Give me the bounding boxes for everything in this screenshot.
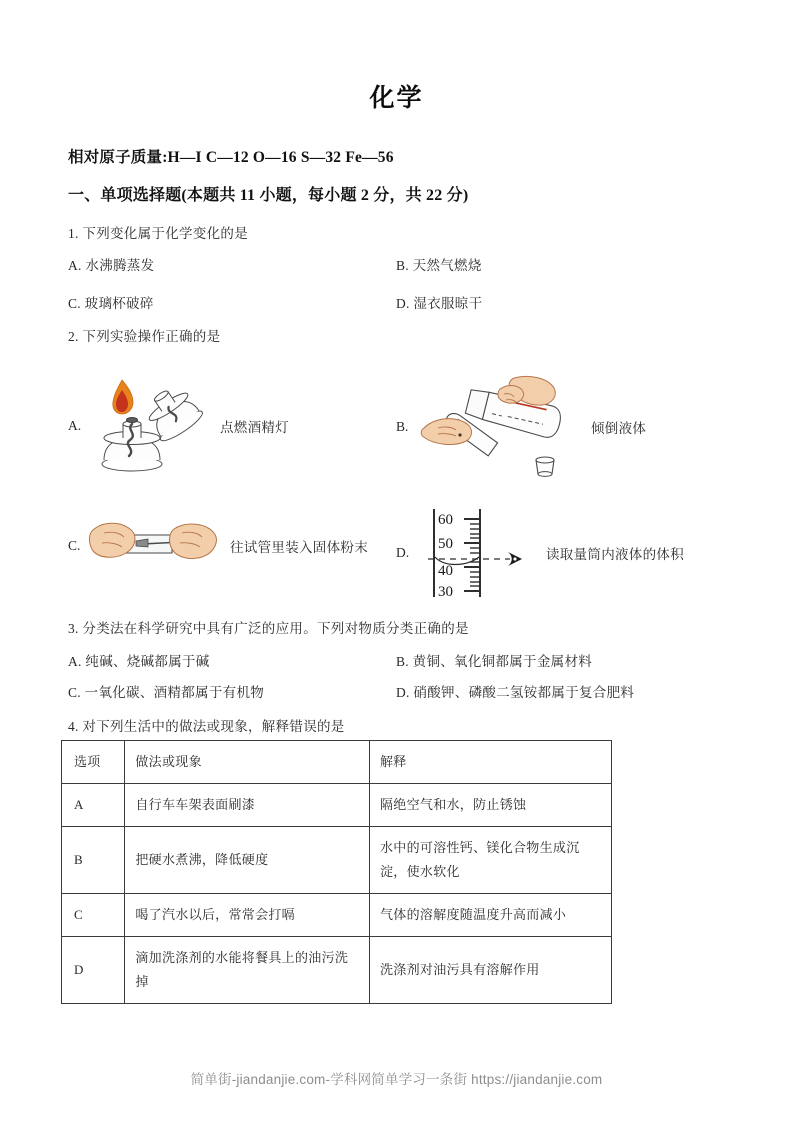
option-letter-b: B.: [396, 419, 409, 434]
question-2-option-b[interactable]: [396, 372, 646, 482]
table-cell-explain: 气体的溶解度随温度升高而减小: [370, 894, 612, 937]
table-cell-action: 喝了汽水以后，常常会打嗝: [125, 894, 370, 937]
table-header-row: [62, 741, 612, 784]
question-2-option-a[interactable]: [68, 372, 289, 480]
question-2-option-c[interactable]: [68, 515, 368, 577]
table-cell-explain: 水中的可溶性钙、镁化合物生成沉淀，使水软化: [370, 827, 612, 894]
hand-right-icon: [170, 524, 217, 559]
option-d-caption: 读取量筒内液体的体积: [546, 547, 684, 562]
table-row[interactable]: [62, 894, 612, 937]
page-title: 化学: [369, 85, 424, 112]
question-1-option-a[interactable]: A. 水沸腾蒸发: [68, 258, 155, 273]
question-3-option-c[interactable]: C. 一氧化碳、酒精都属于有机物: [68, 685, 265, 700]
table-cell-option: C: [62, 894, 125, 937]
table-cell-action: 把硬水煮沸，降低硬度: [125, 827, 370, 894]
flame-icon: [113, 380, 133, 414]
question-2-option-d[interactable]: [396, 505, 684, 601]
question-3-option-d[interactable]: D. 硝酸钾、磷酸二氢铵都属于复合肥料: [396, 685, 635, 700]
hand-left-icon: [421, 419, 471, 445]
table-header-action: 做法或现象: [125, 741, 370, 784]
question-2-stem: 2. 下列实验操作正确的是: [68, 329, 221, 344]
question-4-stem: 4. 对下列生活中的做法或现象，解释错误的是: [68, 719, 345, 734]
table-row[interactable]: [62, 784, 612, 827]
option-c-caption: 往试管里装入固体粉末: [230, 540, 368, 555]
question-1-option-d[interactable]: D. 湿衣服晾干: [396, 296, 483, 311]
table-cell-action: 滴加洗涤剂的水能将餐具上的油污洗掉: [125, 937, 370, 1004]
alcohol-lamp-lighting-icon: [90, 372, 210, 480]
hand-right-icon: [498, 376, 555, 405]
question-4-table: [61, 740, 612, 1004]
atomic-mass-line: 相对原子质量:H—I C—12 O—16 S—32 Fe—56: [68, 149, 394, 166]
table-cell-option: A: [62, 784, 125, 827]
test-tube-powder-icon: [90, 515, 220, 577]
question-1-option-b[interactable]: B. 天然气燃烧: [396, 258, 482, 273]
section-heading: 一、单项选择题(本题共 11 小题，每小题 2 分，共 22 分): [68, 187, 469, 204]
cylinder-tick-60: 60: [438, 512, 453, 528]
cylinder-tick-50: 50: [438, 536, 453, 552]
graduated-cylinder-reading-icon: [418, 505, 538, 601]
hand-left-icon: [89, 523, 134, 557]
cylinder-tick-30: 30: [438, 584, 453, 600]
option-letter-a: A.: [68, 418, 82, 433]
table-row[interactable]: [62, 827, 612, 894]
stopper-icon: [536, 457, 554, 476]
table-cell-option: D: [62, 937, 125, 1004]
cylinder-tick-40: 40: [438, 563, 453, 579]
option-letter-c: C.: [68, 538, 81, 553]
table-cell-option: B: [62, 827, 125, 894]
table-cell-explain: 隔绝空气和水，防止锈蚀: [370, 784, 612, 827]
question-3-stem: 3. 分类法在科学研究中具有广泛的应用。下列对物质分类正确的是: [68, 621, 469, 636]
table-cell-action: 自行车车架表面刷漆: [125, 784, 370, 827]
table-header-option: 选项: [62, 741, 125, 784]
table-header-explain: 解释: [370, 741, 612, 784]
question-3-option-a[interactable]: A. 纯碱、烧碱都属于碱: [68, 654, 210, 669]
table-cell-explain: 洗涤剂对油污具有溶解作用: [370, 937, 612, 1004]
option-a-caption: 点燃酒精灯: [220, 420, 289, 435]
question-1-stem: 1. 下列变化属于化学变化的是: [68, 226, 248, 241]
question-1-option-c[interactable]: C. 玻璃杯破碎: [68, 296, 154, 311]
question-3-option-b[interactable]: B. 黄铜、氧化铜都属于金属材料: [396, 654, 593, 669]
table-row[interactable]: [62, 937, 612, 1004]
option-b-caption: 倾倒液体: [591, 421, 647, 436]
pouring-liquid-icon: [418, 372, 583, 482]
footer-watermark: 简单街-jiandanjie.com-学科网简单学习一条街 https://jiandanjie.com: [190, 1072, 603, 1087]
option-letter-d: D.: [396, 545, 410, 560]
